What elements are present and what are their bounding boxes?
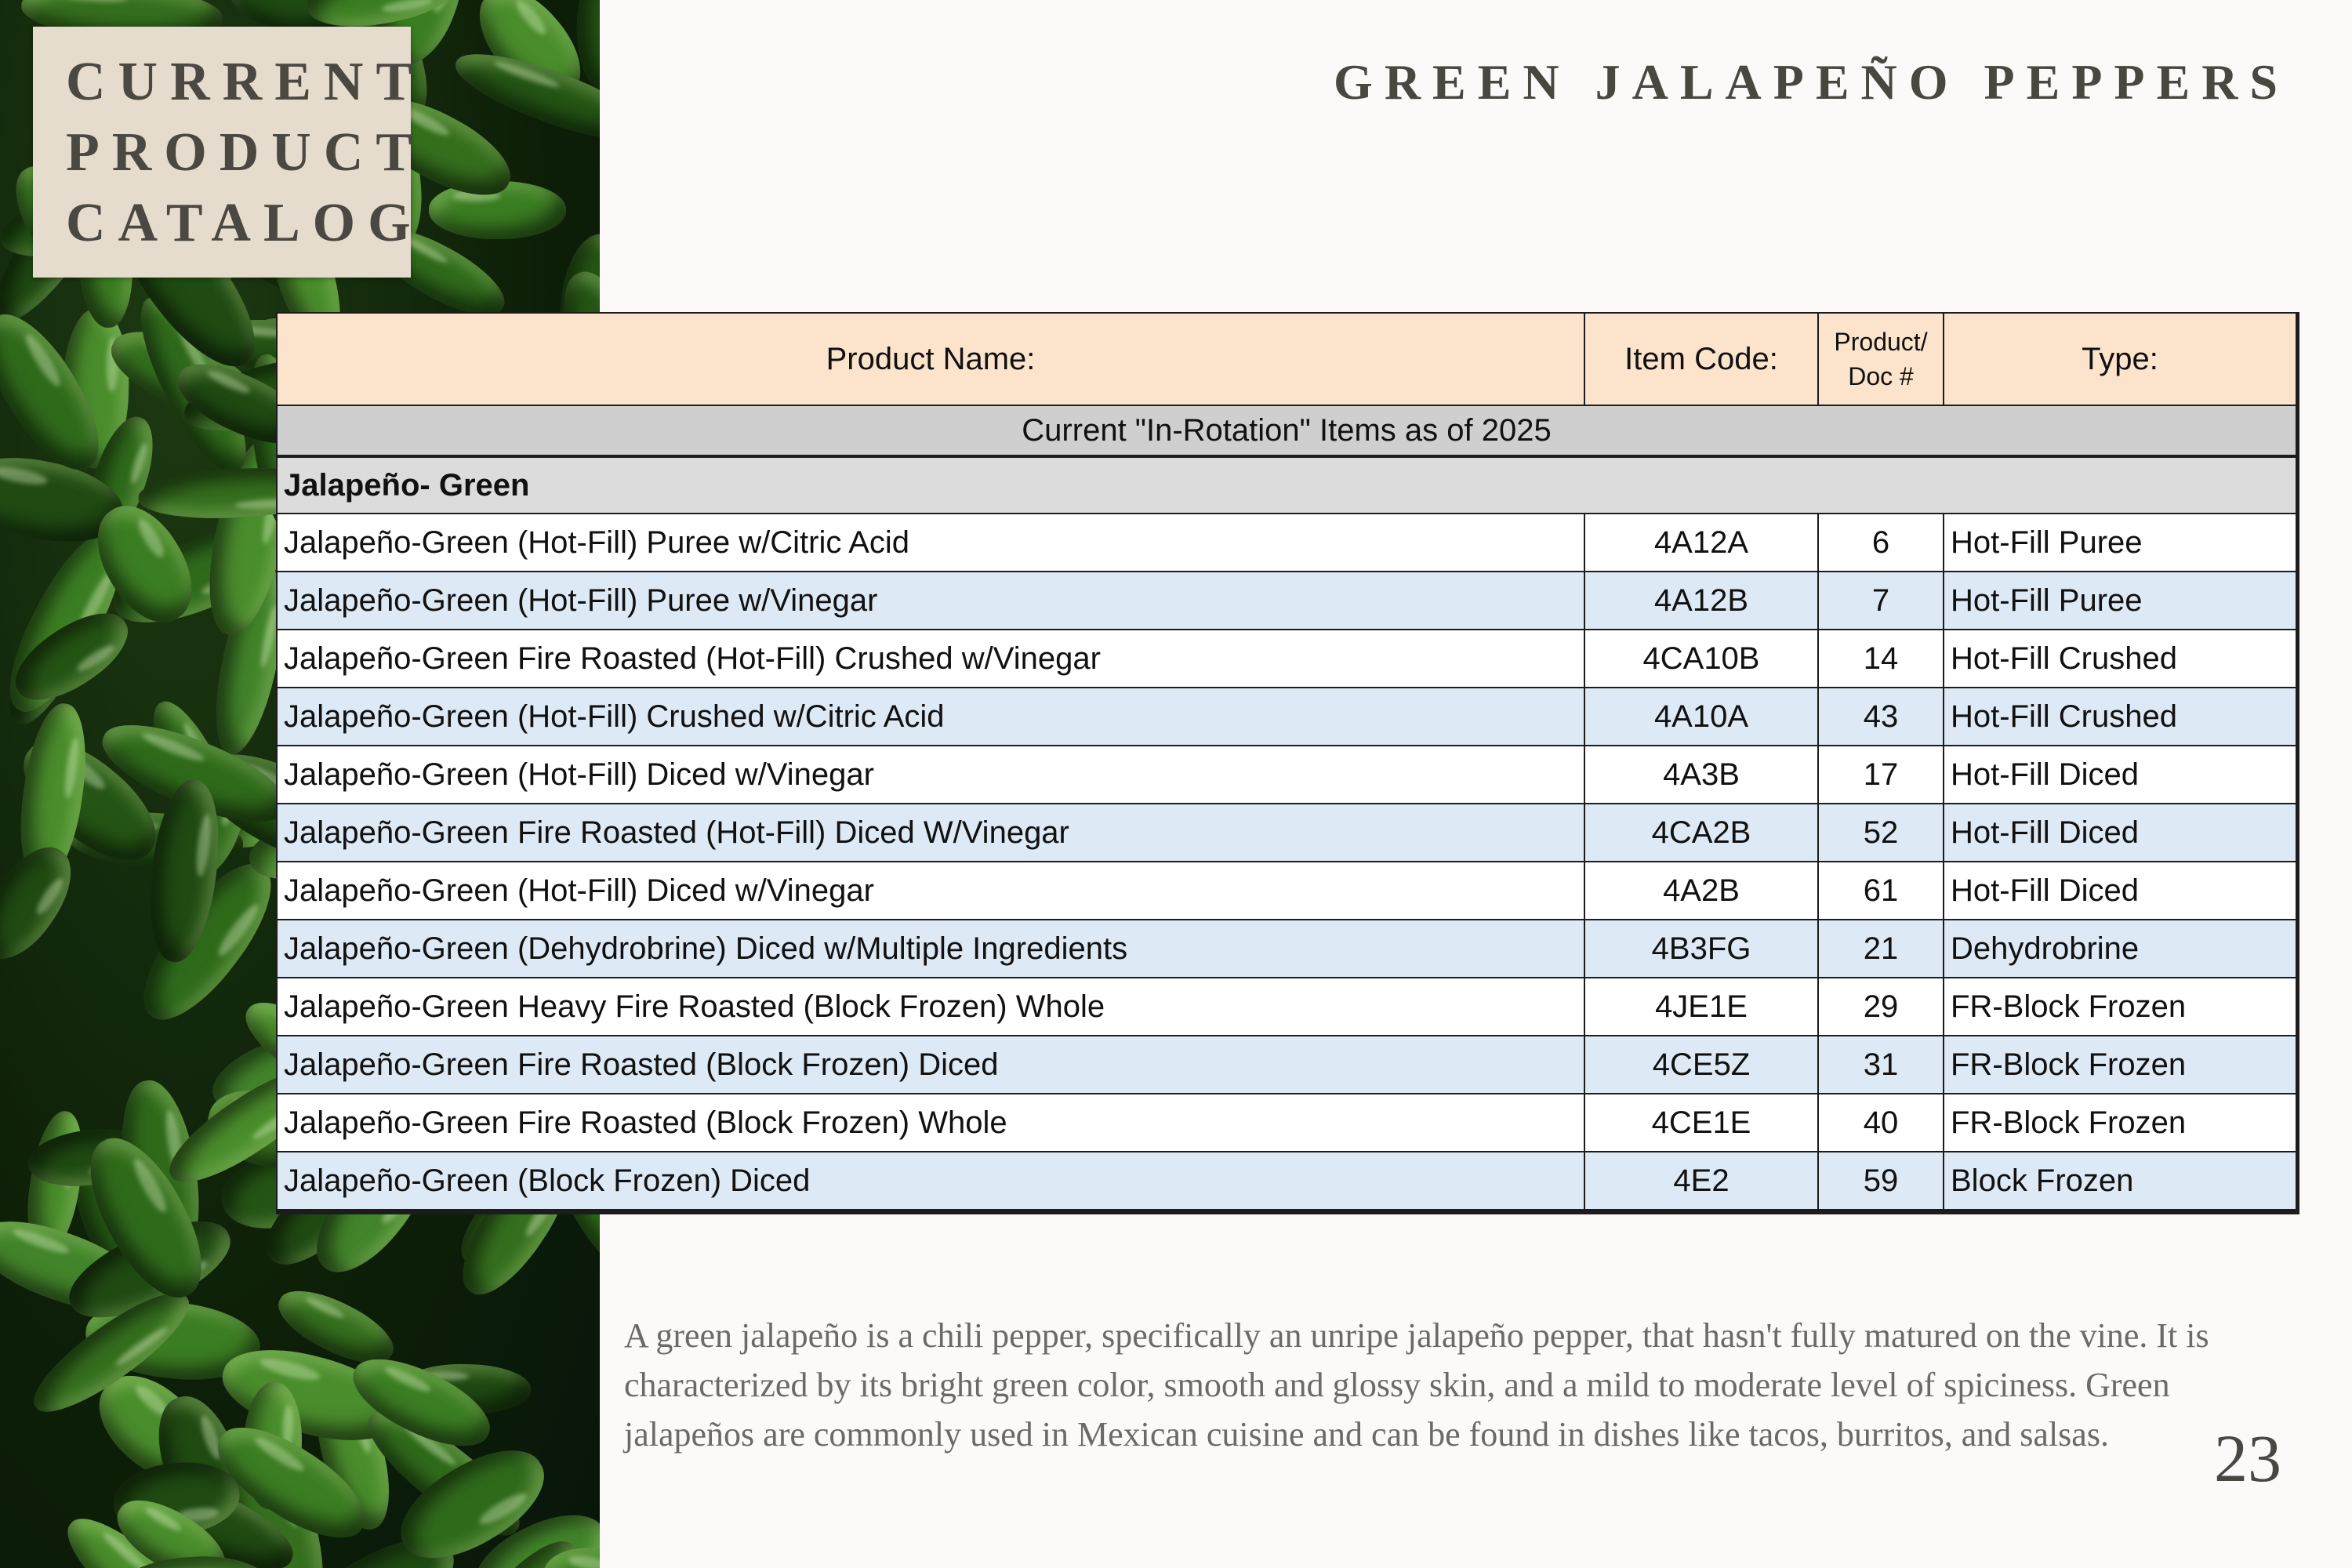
cell-product-name: Jalapeño-Green Fire Roasted (Block Frozen) Diced bbox=[277, 1036, 1584, 1094]
cell-type: Hot-Fill Crushed bbox=[1944, 688, 2296, 746]
cell-doc-number: 29 bbox=[1818, 978, 1944, 1036]
catalog-label-line: CURRENT bbox=[66, 52, 426, 112]
cell-doc-number: 43 bbox=[1818, 688, 1944, 746]
cell-product-name: Jalapeño-Green Fire Roasted (Block Frozen) Whole bbox=[277, 1094, 1584, 1152]
cell-type: Block Frozen bbox=[1944, 1152, 2296, 1210]
header-product-name: Product Name: bbox=[277, 313, 1584, 405]
page-number: 23 bbox=[2214, 1421, 2281, 1496]
cell-item-code: 4CA10B bbox=[1584, 630, 1818, 688]
table-row bbox=[277, 1152, 2296, 1210]
cell-doc-number: 52 bbox=[1818, 804, 1944, 862]
cell-product-name: Jalapeño-Green Fire Roasted (Hot-Fill) Diced W/Vinegar bbox=[277, 804, 1584, 862]
cell-type: FR-Block Frozen bbox=[1944, 1036, 2296, 1094]
cell-item-code: 4CE1E bbox=[1584, 1094, 1818, 1152]
product-description: A green jalapeño is a chili pepper, specifically an unripe jalapeño pepper, that hasn't fully matured on the vine. It is characterized by its bright green color, smooth and glossy skin, and a mild to moderate level of spiciness. Green jalapeños are commonly used in Mexican cuisine and can be found in dishes like tacos, burritos, and salsas. bbox=[624, 1316, 2209, 1454]
cell-doc-number: 7 bbox=[1818, 572, 1944, 630]
catalog-label-line: CATALOG bbox=[66, 193, 423, 253]
cell-item-code: 4A12B bbox=[1584, 572, 1818, 630]
cell-type: Hot-Fill Puree bbox=[1944, 514, 2296, 572]
cell-type: Dehydrobrine bbox=[1944, 920, 2296, 978]
table-row bbox=[277, 920, 2296, 978]
cell-type: FR-Block Frozen bbox=[1944, 978, 2296, 1036]
cell-doc-number: 61 bbox=[1818, 862, 1944, 920]
cell-doc-number: 17 bbox=[1818, 746, 1944, 804]
pepper-shape bbox=[0, 833, 88, 974]
table-row bbox=[277, 1036, 2296, 1094]
cell-item-code: 4A10A bbox=[1584, 688, 1818, 746]
header-item-code: Item Code: bbox=[1584, 313, 1818, 405]
table-row bbox=[277, 1094, 2296, 1152]
cell-item-code: 4B3FG bbox=[1584, 920, 1818, 978]
cell-doc-number: 31 bbox=[1818, 1036, 1944, 1094]
table-row bbox=[277, 688, 2296, 746]
cell-doc-number: 6 bbox=[1818, 514, 1944, 572]
catalog-label-line: PRODUCT bbox=[66, 122, 426, 183]
cell-product-name: Jalapeño-Green (Hot-Fill) Diced w/Vinegar bbox=[277, 746, 1584, 804]
cell-type: Hot-Fill Diced bbox=[1944, 862, 2296, 920]
cell-type: Hot-Fill Diced bbox=[1944, 804, 2296, 862]
cell-product-name: Jalapeño-Green Heavy Fire Roasted (Block Frozen) Whole bbox=[277, 978, 1584, 1036]
cell-type: Hot-Fill Crushed bbox=[1944, 630, 2296, 688]
group-label: Jalapeño- Green bbox=[277, 456, 2296, 514]
cell-doc-number: 40 bbox=[1818, 1094, 1944, 1152]
cell-type: Hot-Fill Puree bbox=[1944, 572, 2296, 630]
cell-item-code: 4E2 bbox=[1584, 1152, 1818, 1210]
cell-item-code: 4CE5Z bbox=[1584, 1036, 1818, 1094]
page-title: GREEN JALAPEÑO PEPPERS bbox=[1334, 54, 2289, 110]
cell-product-name: Jalapeño-Green (Dehydrobrine) Diced w/Multiple Ingredients bbox=[277, 920, 1584, 978]
header-product-doc: Product/ Doc # bbox=[1818, 313, 1944, 405]
cell-doc-number: 14 bbox=[1818, 630, 1944, 688]
table-row bbox=[277, 630, 2296, 688]
cell-doc-number: 21 bbox=[1818, 920, 1944, 978]
cell-product-name: Jalapeño-Green (Hot-Fill) Crushed w/Citric Acid bbox=[277, 688, 1584, 746]
cell-doc-number: 59 bbox=[1818, 1152, 1944, 1210]
cell-item-code: 4A12A bbox=[1584, 514, 1818, 572]
cell-item-code: 4CA2B bbox=[1584, 804, 1818, 862]
catalog-label-box bbox=[33, 27, 426, 278]
product-table bbox=[276, 312, 2297, 1210]
cell-item-code: 4A2B bbox=[1584, 862, 1818, 920]
cell-product-name: Jalapeño-Green (Block Frozen) Diced bbox=[277, 1152, 1584, 1210]
cell-product-name: Jalapeño-Green (Hot-Fill) Puree w/Citric Acid bbox=[277, 514, 1584, 572]
table-header-row bbox=[277, 313, 2296, 405]
table-row bbox=[277, 978, 2296, 1036]
table-row bbox=[277, 572, 2296, 630]
group-row bbox=[277, 456, 2296, 514]
table-row bbox=[277, 746, 2296, 804]
table-row bbox=[277, 804, 2296, 862]
cell-product-name: Jalapeño-Green (Hot-Fill) Diced w/Vinegar bbox=[277, 862, 1584, 920]
product-table-container bbox=[276, 312, 2299, 1214]
header-type: Type: bbox=[1944, 313, 2296, 405]
cell-item-code: 4JE1E bbox=[1584, 978, 1818, 1036]
cell-product-name: Jalapeño-Green (Hot-Fill) Puree w/Vinegar bbox=[277, 572, 1584, 630]
rotation-note-row bbox=[277, 405, 2296, 456]
rotation-note: Current "In-Rotation" Items as of 2025 bbox=[277, 405, 2296, 456]
table-row bbox=[277, 862, 2296, 920]
table-row bbox=[277, 514, 2296, 572]
cell-item-code: 4A3B bbox=[1584, 746, 1818, 804]
cell-type: FR-Block Frozen bbox=[1944, 1094, 2296, 1152]
cell-product-name: Jalapeño-Green Fire Roasted (Hot-Fill) Crushed w/Vinegar bbox=[277, 630, 1584, 688]
cell-type: Hot-Fill Diced bbox=[1944, 746, 2296, 804]
